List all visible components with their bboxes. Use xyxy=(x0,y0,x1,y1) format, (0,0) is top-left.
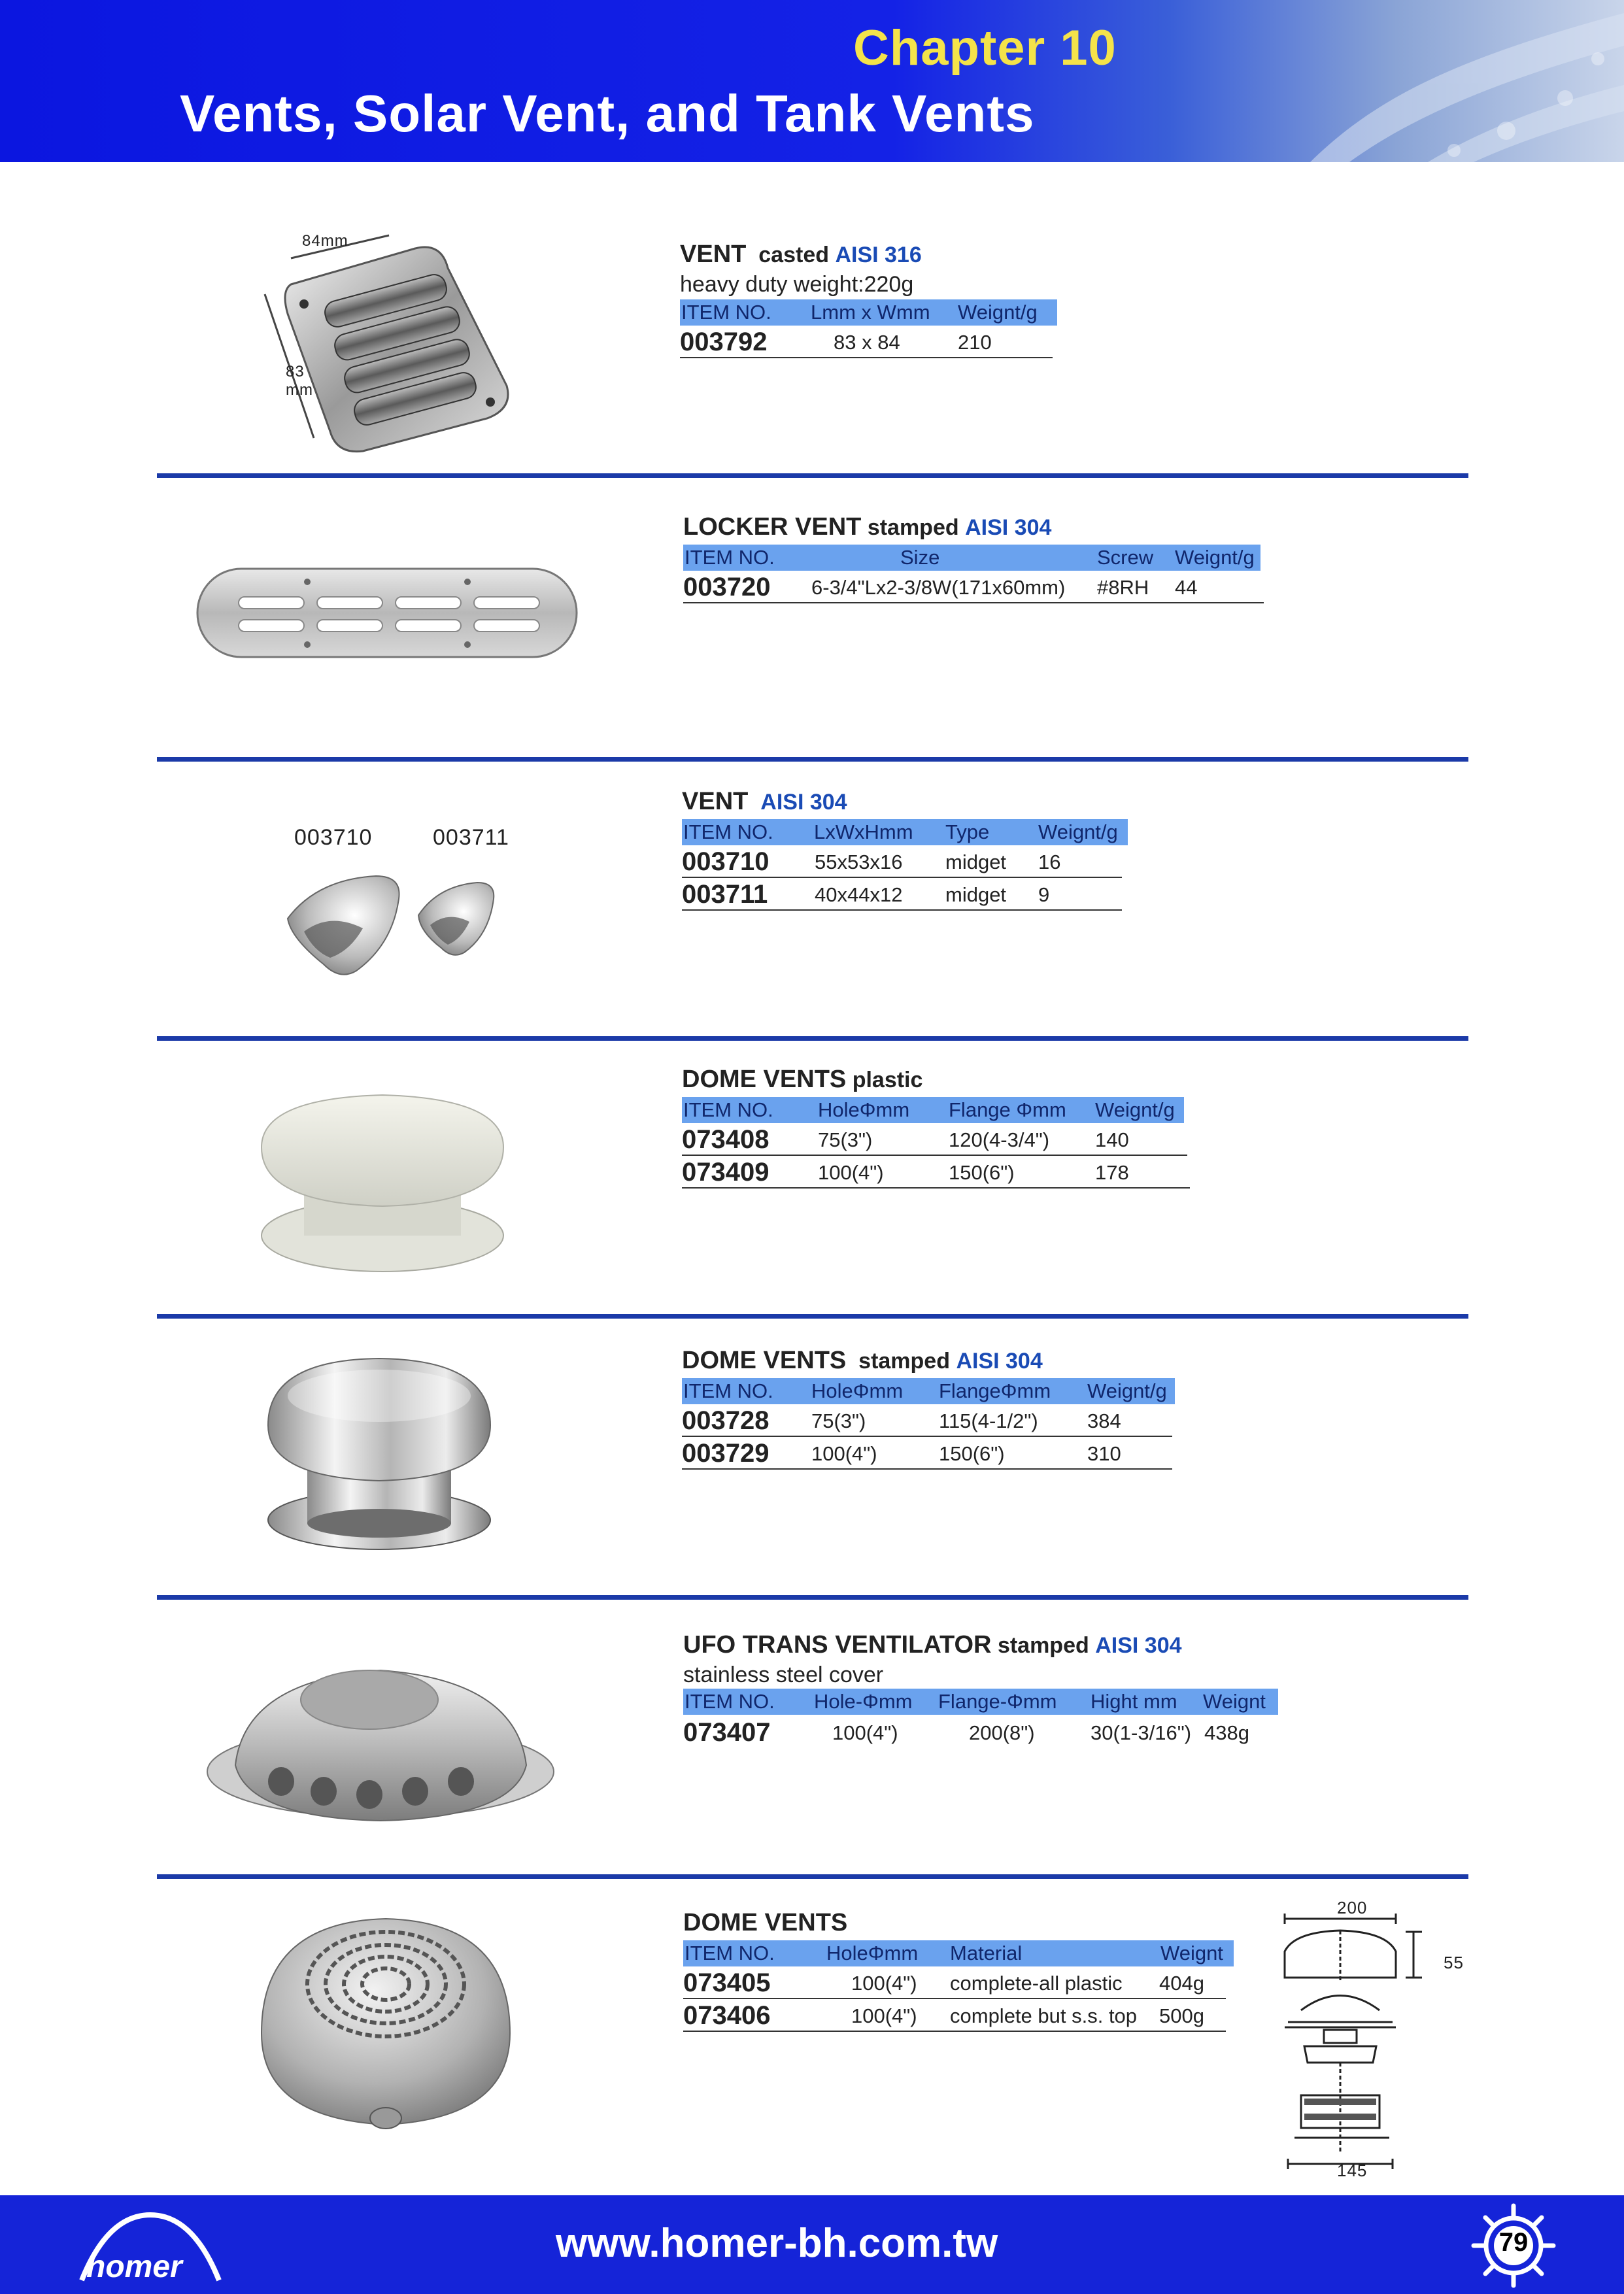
product-name: UFO TRANS VENTILATOR xyxy=(683,1631,992,1659)
product-kind: stamped xyxy=(867,515,959,540)
product-block-ufo-ventilator xyxy=(683,1631,1285,1747)
section-divider xyxy=(157,1036,1468,1041)
cell-hole: 100(4") xyxy=(851,2004,917,2027)
cell-hole: 100(4") xyxy=(832,1721,898,1744)
cell-type: midget xyxy=(945,883,1007,906)
midget-vent-large-image xyxy=(278,873,409,977)
table-header xyxy=(683,1689,1278,1715)
col-screw: Screw xyxy=(1097,546,1154,569)
product-name: VENT xyxy=(680,241,747,268)
product-material: AISI 304 xyxy=(760,790,847,815)
ufo-ventilator-image xyxy=(206,1661,556,1824)
cell-flange: 150(6") xyxy=(949,1161,1015,1184)
product-kind: plastic xyxy=(852,1068,923,1092)
col-type: Type xyxy=(945,820,990,843)
cell-height: 30(1-3/16") xyxy=(1091,1721,1192,1744)
item-number: 073407 xyxy=(683,1718,771,1747)
page-number: 79 xyxy=(1498,2228,1529,2257)
cell-weight: 16 xyxy=(1038,851,1061,873)
col-size: Size xyxy=(900,546,940,569)
cell-hole: 100(4") xyxy=(811,1442,877,1465)
drawing-bottom-dimension: 145 xyxy=(1337,2161,1368,2180)
table-row xyxy=(683,1999,1226,2032)
product-subtitle: heavy duty weight:220g xyxy=(680,272,914,297)
product-material: AISI 316 xyxy=(835,243,922,267)
table-row xyxy=(683,1966,1226,1999)
cell-flange: 120(4-3/4") xyxy=(949,1128,1050,1151)
col-item-no: ITEM NO. xyxy=(681,301,771,324)
product-kind: casted xyxy=(758,243,829,267)
casted-vent-image xyxy=(252,222,526,454)
drawing-top-dimension: 200 xyxy=(1337,1898,1368,1917)
chapter-title: Vents, Solar Vent, and Tank Vents xyxy=(180,84,1035,143)
product-kind: stamped xyxy=(858,1349,950,1374)
table-header xyxy=(683,1940,1234,1966)
stamped-dome-vent-image xyxy=(258,1353,500,1556)
page-footer xyxy=(0,2195,1624,2294)
cell-weight: 500g xyxy=(1159,2004,1204,2027)
table-header xyxy=(683,545,1260,571)
product-material: AISI 304 xyxy=(956,1349,1043,1374)
col-hole: HoleΦmm xyxy=(818,1098,910,1121)
dome-vent-technical-drawing xyxy=(1275,1906,1471,2180)
item-number: 003711 xyxy=(682,880,768,909)
col-size: Lmm x Wmm xyxy=(811,301,930,324)
col-item-no: ITEM NO. xyxy=(685,1690,775,1713)
col-height: Hight mm xyxy=(1091,1690,1177,1713)
col-weight: Weignt xyxy=(1203,1690,1266,1713)
cell-material: complete-all plastic xyxy=(950,1972,1123,1995)
cell-weight: 384 xyxy=(1087,1409,1121,1432)
col-flange: FlangeΦmm xyxy=(939,1379,1051,1402)
locker-vent-image xyxy=(196,567,579,659)
width-dimension: 84mm xyxy=(302,232,348,250)
table-row xyxy=(682,1123,1187,1156)
item-number: 073405 xyxy=(683,1968,771,1997)
col-item-no: ITEM NO. xyxy=(685,1942,775,1965)
product-block-grille-dome-vents xyxy=(683,1909,1232,2032)
product-block-plastic-dome-vents xyxy=(682,1066,1192,1189)
product-material: AISI 304 xyxy=(1095,1633,1182,1658)
cell-weight: 310 xyxy=(1087,1442,1121,1465)
product-material: AISI 304 xyxy=(965,515,1052,540)
item-number: 003710 xyxy=(682,847,770,876)
table-row xyxy=(682,878,1122,911)
item-number: 073408 xyxy=(682,1125,770,1154)
col-flange: Flange Φmm xyxy=(949,1098,1066,1121)
section-divider xyxy=(157,1874,1468,1879)
product-kind: stamped xyxy=(997,1633,1089,1658)
cell-hole: 75(3") xyxy=(818,1128,873,1151)
table-row xyxy=(682,1404,1172,1437)
item-number: 003792 xyxy=(680,328,768,356)
col-weight: Weignt/g xyxy=(1038,820,1118,843)
cell-flange: 150(6") xyxy=(939,1442,1005,1465)
cell-dimensions: 55x53x16 xyxy=(815,851,903,873)
product-name: DOME VENTS xyxy=(682,1347,847,1374)
col-item-no: ITEM NO. xyxy=(683,1379,773,1402)
table-row xyxy=(682,1156,1190,1189)
item-number: 073409 xyxy=(682,1158,770,1187)
product-block-stamped-dome-vents xyxy=(682,1347,1185,1470)
product-name: VENT xyxy=(682,788,749,815)
col-weight: Weignt/g xyxy=(1087,1379,1167,1402)
item-number: 073406 xyxy=(683,2001,771,2030)
table-row xyxy=(680,326,1053,358)
cell-size: 83 x 84 xyxy=(834,331,900,354)
cell-material: complete but s.s. top xyxy=(950,2004,1138,2027)
col-hole: Hole-Φmm xyxy=(814,1690,913,1713)
section-divider xyxy=(157,1595,1468,1600)
product-name: DOME VENTS xyxy=(682,1066,847,1093)
col-material: Material xyxy=(950,1942,1023,1965)
height-dimension: 83 xyxy=(286,363,305,380)
cell-weight: 438g xyxy=(1204,1721,1249,1744)
col-weight: Weignt/g xyxy=(958,301,1038,324)
cell-weight: 178 xyxy=(1095,1161,1129,1184)
cell-hole: 75(3") xyxy=(811,1409,866,1432)
col-dimensions: LxWxHmm xyxy=(814,820,913,843)
table-row xyxy=(682,1437,1172,1470)
plastic-dome-vent-image xyxy=(248,1085,523,1281)
cell-weight: 210 xyxy=(958,331,992,354)
col-hole: HoleΦmm xyxy=(811,1379,904,1402)
height-unit: mm xyxy=(286,381,313,399)
table-row xyxy=(683,571,1264,603)
cell-size: 6-3/4"Lx2-3/8W(171x60mm) xyxy=(811,576,1066,599)
cell-flange: 200(8") xyxy=(969,1721,1035,1744)
cell-weight: 44 xyxy=(1175,576,1198,599)
cell-hole: 100(4") xyxy=(851,1972,917,1995)
col-item-no: ITEM NO. xyxy=(683,820,773,843)
product-block-locker-vent xyxy=(683,513,1265,603)
section-divider xyxy=(157,1314,1468,1319)
section-divider xyxy=(157,757,1468,762)
product-block-midget-vent xyxy=(682,788,1133,911)
item-number: 003729 xyxy=(682,1439,770,1468)
rope-decoration xyxy=(1036,0,1624,162)
chapter-header xyxy=(0,0,1624,162)
table-header xyxy=(682,1097,1184,1123)
midget-vent-small-image xyxy=(412,879,497,958)
product-name: LOCKER VENT xyxy=(683,513,862,541)
item-number: 003720 xyxy=(683,573,771,601)
col-weight: Weignt xyxy=(1160,1942,1223,1965)
cell-flange: 115(4-1/2") xyxy=(939,1409,1038,1432)
chapter-number: Chapter 10 xyxy=(853,20,1117,76)
col-weight: Weignt/g xyxy=(1175,546,1255,569)
col-flange: Flange-Φmm xyxy=(938,1690,1057,1713)
col-weight: Weignt/g xyxy=(1095,1098,1175,1121)
product-block-casted-vent xyxy=(680,241,1059,358)
cell-weight: 140 xyxy=(1095,1128,1129,1151)
table-row xyxy=(682,845,1122,878)
cell-type: midget xyxy=(945,851,1007,873)
website-url[interactable]: www.homer-bh.com.tw xyxy=(556,2221,998,2266)
grille-dome-vent-image xyxy=(255,1909,516,2134)
cell-screw: #8RH xyxy=(1097,576,1149,599)
table-header xyxy=(682,1378,1175,1404)
col-item-no: ITEM NO. xyxy=(683,1098,773,1121)
logo-text: homer xyxy=(86,2250,182,2284)
cell-weight: 404g xyxy=(1159,1972,1204,1995)
cell-weight: 9 xyxy=(1038,883,1050,906)
col-hole: HoleΦmm xyxy=(826,1942,919,1965)
caption-003710: 003710 xyxy=(294,825,373,850)
item-number: 003728 xyxy=(682,1406,770,1435)
cell-hole: 100(4") xyxy=(818,1161,884,1184)
table-row xyxy=(683,1715,1285,1747)
drawing-side-dimension: 55 xyxy=(1444,1953,1464,1972)
col-item-no: ITEM NO. xyxy=(685,546,775,569)
section-divider xyxy=(157,473,1468,478)
cell-dimensions: 40x44x12 xyxy=(815,883,903,906)
caption-003711: 003711 xyxy=(433,825,509,850)
table-header xyxy=(682,819,1128,845)
product-subtitle: stainless steel cover xyxy=(683,1662,884,1687)
product-name: DOME VENTS xyxy=(683,1909,848,1936)
table-header xyxy=(680,299,1057,326)
